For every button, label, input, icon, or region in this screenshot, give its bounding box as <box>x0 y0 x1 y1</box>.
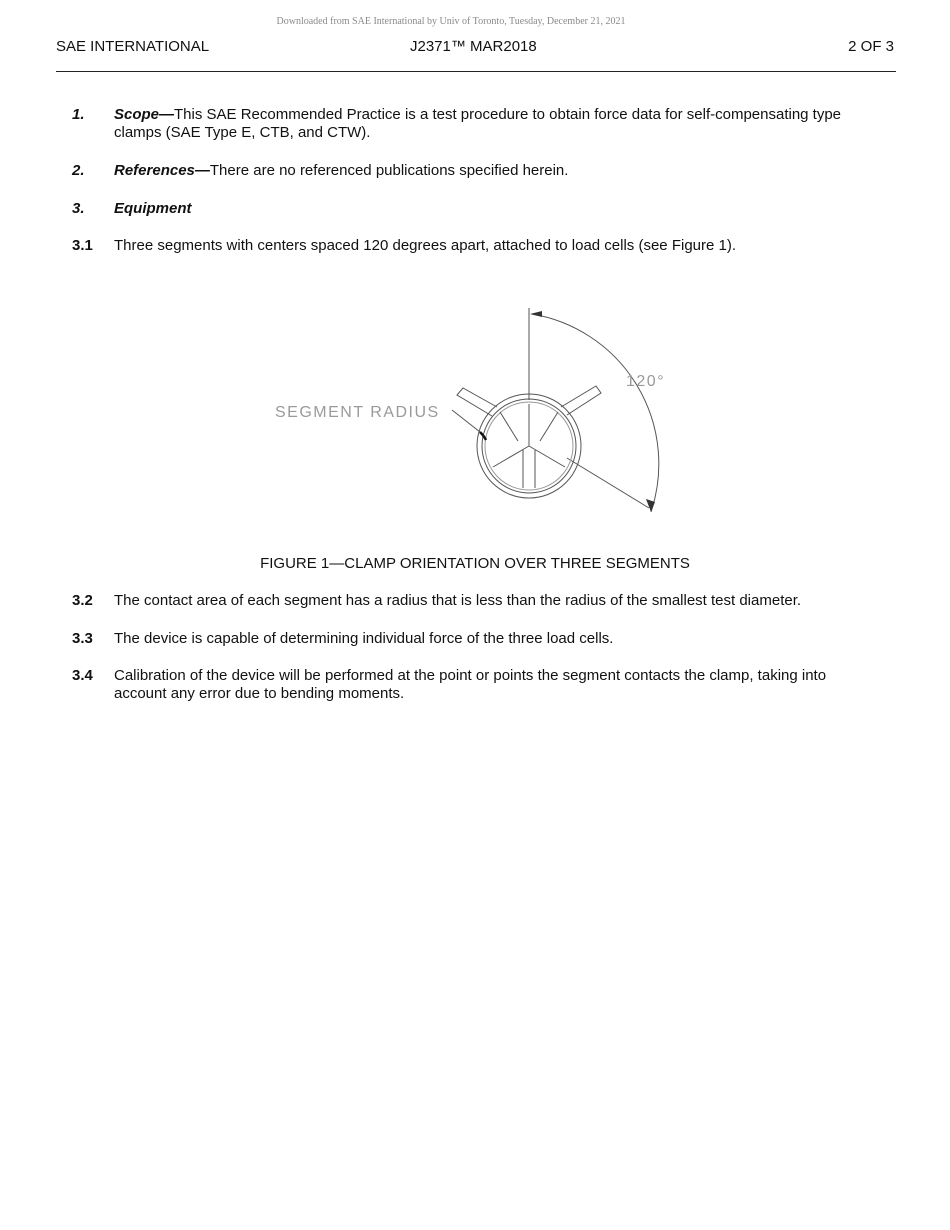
segment-edge <box>500 412 518 441</box>
clamp-orientation-figure <box>260 300 680 525</box>
header-document-id: J2371™ MAR2018 <box>410 38 537 55</box>
section-number: 3.1 <box>72 237 93 254</box>
radial-reference-line <box>567 458 649 508</box>
section-3-3 <box>72 630 872 648</box>
section-text: Calibration of the device will be performed at the point or points the segment contacts the clamp, taking into account any error due to bending moments. <box>114 667 827 702</box>
header-publisher: SAE INTERNATIONAL <box>56 38 210 55</box>
section-number: 1. <box>72 106 85 123</box>
angle-label: 120° <box>626 373 666 390</box>
section-3-equipment <box>72 200 872 218</box>
section-number: 3.2 <box>72 592 93 609</box>
segment-radius-label: SEGMENT RADIUS <box>275 404 440 421</box>
figure-caption: FIGURE 1—CLAMP ORIENTATION OVER THREE SEGMENTS <box>260 555 690 572</box>
section-body <box>114 106 872 142</box>
section-2-references <box>72 162 872 180</box>
section-text: There are no referenced publications specified herein. <box>209 162 569 179</box>
section-1-scope <box>72 106 872 142</box>
section-body <box>114 200 872 218</box>
header-page-number: 2 OF 3 <box>848 38 894 55</box>
section-heading: Scope— <box>114 106 175 123</box>
section-number: 3.3 <box>72 630 93 647</box>
download-note: Downloaded from SAE International by Univ of Toronto, Tuesday, December 21, 2021 <box>276 16 626 27</box>
section-body <box>114 162 872 180</box>
section-number: 2. <box>72 162 85 179</box>
section-text: The contact area of each segment has a radius that is less than the radius of the smallest test diameter. <box>114 592 802 609</box>
section-number: 3. <box>72 200 85 217</box>
segment-divider <box>529 446 565 467</box>
section-number: 3.4 <box>72 667 93 684</box>
segment-radius-leader <box>452 410 480 432</box>
angle-arc <box>532 314 659 512</box>
segment-edge <box>540 412 558 441</box>
section-text: The device is capable of determining individual force of the three load cells. <box>114 630 614 647</box>
section-text: This SAE Recommended Practice is a test procedure to obtain force data for self-compensating type clamps (SAE Type E, CTB, and CTW). <box>114 106 842 141</box>
arc-arrow-start <box>530 311 542 317</box>
header-divider <box>56 71 896 72</box>
section-3-4 <box>72 667 872 703</box>
section-3-1 <box>72 237 872 255</box>
section-text: Three segments with centers spaced 120 degrees apart, attached to load cells (see Figure 1). <box>114 237 737 254</box>
arc-arrow-end <box>646 499 655 512</box>
section-heading: Equipment <box>114 200 192 217</box>
section-3-2 <box>72 592 872 610</box>
load-cell-arm-left <box>457 388 497 416</box>
page-header <box>56 38 896 60</box>
section-heading: References— <box>114 162 210 179</box>
segment-divider <box>493 446 529 467</box>
